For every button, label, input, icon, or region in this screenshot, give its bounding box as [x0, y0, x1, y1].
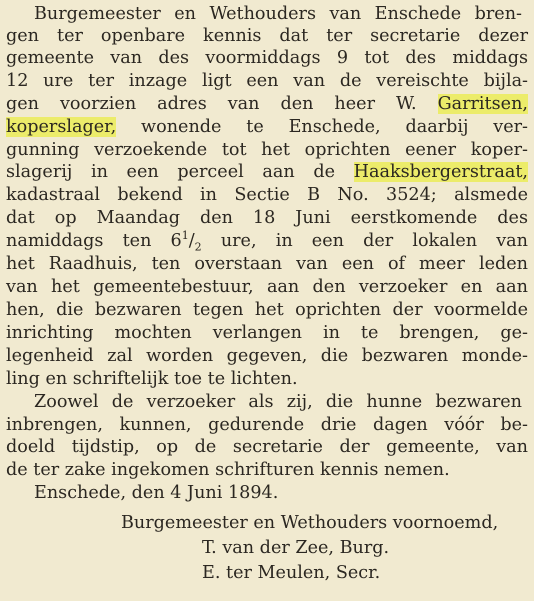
dateline: Enschede, den 4 Juni 1894.: [34, 483, 279, 503]
article-line-8: [6, 161, 528, 183]
article-line-10: dat op Maandag den 18 Juni eerstkomende des: [6, 208, 528, 228]
signature-line-2: T. van der Zee, Burg.: [202, 538, 390, 558]
article-line-12: het Raadhuis, ten overstaan van een of meer leden: [6, 254, 528, 274]
article-line-5: [6, 93, 528, 115]
article-line-19: inbrengen, kunnen, gedurende drie dagen vóór be-: [6, 415, 528, 435]
highlight-koperslager: koperslager,: [6, 117, 117, 137]
article-line-17: ling en schriftelijk toe te lichten.: [6, 369, 298, 389]
signature-line-1: Burgemeester en Wethouders voornoemd,: [121, 513, 499, 533]
article-line-18: Zoowel de verzoeker als zij, die hunne bezwaren: [34, 392, 522, 412]
article-line-9: kadastraal bekend in Sectie B No. 3524; alsmede: [6, 185, 528, 205]
article-line-3: gemeente van des voormiddags 9 tot des middags: [6, 48, 528, 68]
fraction-numerator: 1: [181, 229, 189, 243]
article-line-11: [6, 230, 528, 252]
article-line-21: de ter zake ingekomen schrifturen kennis nemen.: [6, 460, 450, 480]
article-line-20: doeld tijdstip, op de secretarie der gemeente, van: [6, 437, 528, 457]
fraction-denominator: 2: [194, 240, 202, 254]
article-line-2: gen ter openbare kennis dat ter secretarie dezer: [6, 26, 528, 46]
article-line-1: Burgemeester en Wethouders van Enschede bren-: [34, 4, 522, 24]
highlight-haaksbergerstraat: Haaksbergerstraat,: [353, 162, 528, 182]
article-line-11-rest: ure, in een der lokalen van: [201, 231, 528, 251]
article-line-15: inrichting mochten verlangen in te brengen, ge-: [6, 323, 528, 343]
signature-line-3: E. ter Meulen, Secr.: [202, 563, 381, 583]
article-line-11-text: namiddags ten 6: [6, 231, 182, 251]
article-line-13: van het gemeentebestuur, aan den verzoeker en aan: [6, 277, 528, 297]
article-line-6: [6, 116, 528, 138]
article-line-16: legenheid zal worden gegeven, die bezwaren monde-: [6, 346, 528, 366]
article-line-6-text: wonende te Enschede, daarbij ver-: [116, 117, 528, 137]
article-line-5-text: gen voorzien adres van den heer W.: [6, 94, 438, 114]
article-line-7: gunning verzoekende tot het oprichten eener koper-: [6, 140, 528, 160]
article-line-14: hen, die bezwaren tegen het oprichten der voormelde: [6, 300, 528, 320]
highlight-garritsen: Garritsen,: [437, 94, 528, 114]
article-line-4: 12 ure ter inzage ligt een van de vereischte bijla-: [6, 71, 528, 91]
article-line-8-text: slagerij in een perceel aan de: [6, 162, 354, 182]
fraction-slash: /: [188, 231, 195, 251]
